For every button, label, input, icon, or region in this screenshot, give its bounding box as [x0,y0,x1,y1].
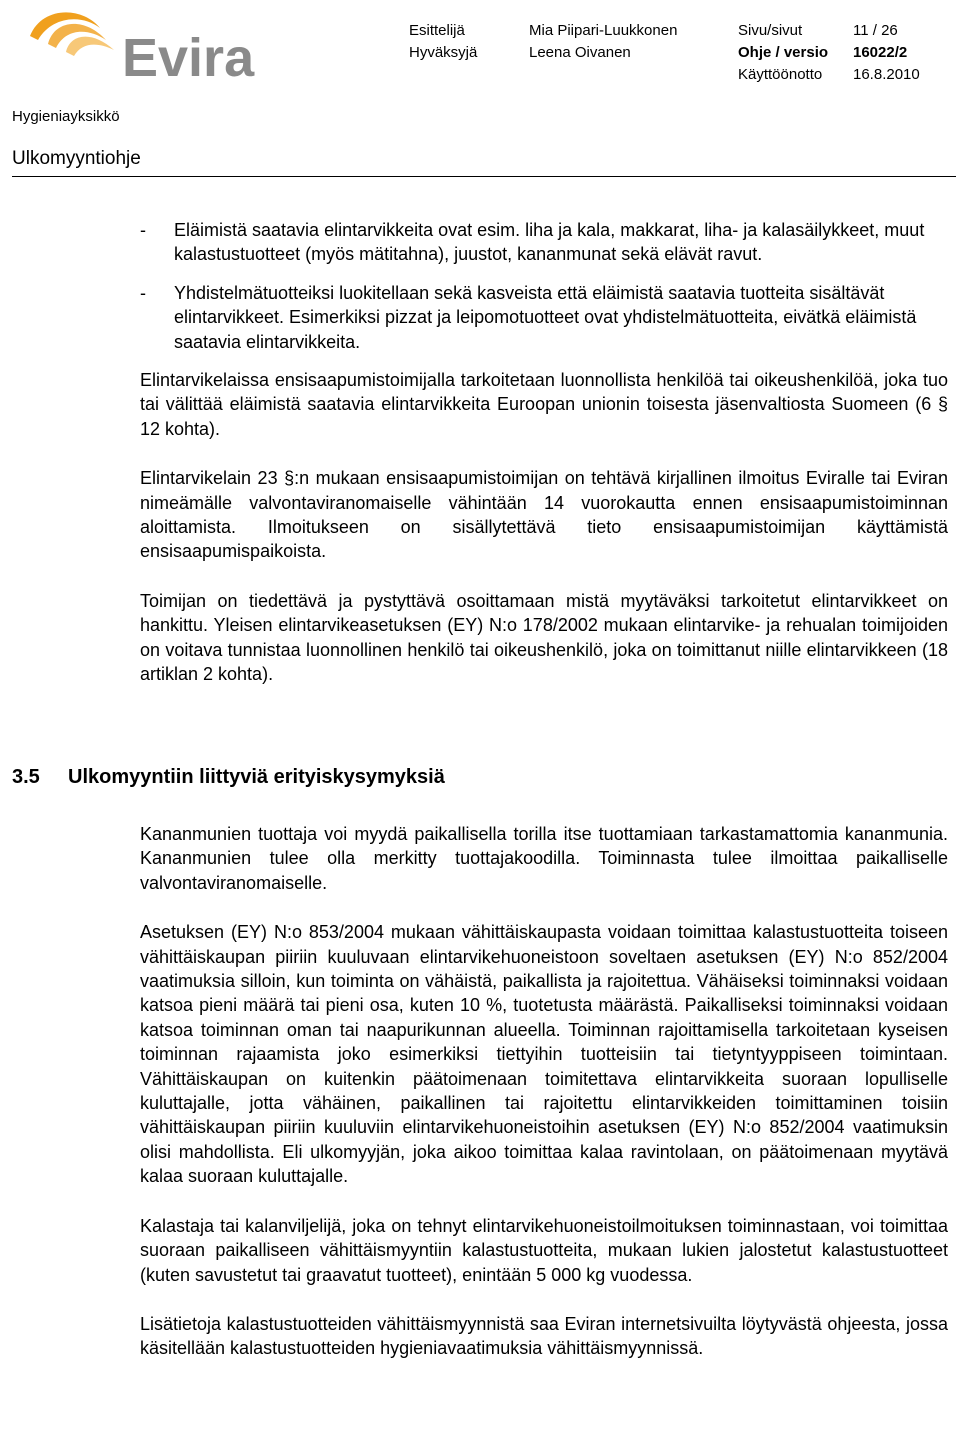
paragraph: Toimijan on tiedettävä ja pystyttävä osoittamaan mistä myytäväksi tarkoitetut elintarvikkeet on hankittu. Yleisen elintarvikeasetuksen (EY) N:o 178/2002 mukaan elintarvike- ja rehualan toimijoiden on voitava tunnistaa luonnollinen henkilö tai oikeushenkilö, joka on toimittanut niille elintarvikkeen (18 artiklan 2 kohta). [140,590,948,685]
section-heading [12,766,445,789]
paragraph: Elintarvikelaissa ensisaapumistoimijalla tarkoitetaan luonnollista henkilöä tai oikeushenkilöä, joka tuo tai välittää eläimistä saatavia elintarvikkeita Euroopan unionin toisesta jäsenvaltiosta Suomeen (6 § 12 kohta). [140,370,948,439]
adoption-date: 16.8.2010 [853,66,920,83]
paragraph: Asetuksen (EY) N:o 853/2004 mukaan vähittäiskaupasta voidaan toimittaa kalastustuotteita toiseen vähittäiskaupan piiriin kuuluvaan elintarvikehuoneistoon soveltaen asetuksen (EY) N:o 852/2004 vaatimuksia silloin, kun toiminta on vähäistä, paikallista ja rajoitettua. Vähäiseksi toiminnaksi voidaan katsoa pieni määrä tai pieni osa, kuten 10 %, tuotetusta määrästä. Paikalliseksi toiminnaksi voidaan katsoa toiminnan oman tai naapurikunnan alueella. Toiminnan rajoittamisella tarkoitetaan kyseisen toiminnan rajaamista joko esimerkiksi tiettyihin tuotteisiin tai tietyntyyppiseen toimintaan. Vähittäiskaupan on kuitenkin päätoimenaan toimitettava elintarvikkeita suoraan lopulliselle kuluttajalle, jotta vähäinen, paikallinen tai rajoitettu elintarvikkeiden toimittaminen toisiin vähittäiskaupan piiriin kuuluviin elintarvikehuoneistoihin asetuksen (EY) N:o 852/2004 vaatimuksin olisi mahdollista. Eli ulkomyyjän, joka aikoo toimittaa kalaa ravintolaan, on päätoimenaan myytävä kalaa suoraan kuluttajalle. [140,922,948,1187]
body-lower [140,822,948,1386]
body-upper [140,218,948,712]
guide-value: 16022/2 [853,44,908,61]
page-value: 11 / 26 [853,22,898,39]
bullet-item [140,281,948,354]
evira-logo [22,6,282,86]
bullet-text: Eläimistä saatavia elintarvikkeita ovat esim. liha ja kala, makkarat, liha- ja kalasäilykkeet, muut kalastustuotteet (myös mätitahna), juustot, kananmunat sekä elävät ravut. [174,220,925,265]
paragraph: Lisätietoja kalastustuotteiden vähittäismyynnistä saa Eviran internetsivuilta löytyvästä ohjeesta, jossa käsitellään kalastustuotteiden hygieniavaatimuksia vähittäismyynnissä. [140,1313,948,1359]
bullet-item [140,218,948,267]
bullet-text: Yhdistelmätuotteiksi luokitellaan sekä kasveista että eläimistä saatavia tuotteita sisältävät elintarvikkeet. Esimerkiksi pizzat ja leipomotuotteet ovat yhdistelmätuotteita, eivätkä eläimistä saatavia elintarvikkeita. [174,282,917,352]
adoption-label: Käyttöönotto [738,66,823,83]
dash-marker: - [140,220,146,240]
header-divider [12,176,956,177]
paragraph: Kananmunien tuottaja voi myydä paikallisella torilla itse tuottamiaan tarkastamattomia kananmunia. Kananmunien tulee olla merkitty tuottajakoodilla. Toiminnasta tulee ilmoittaa paikalliselle valvontaviranomaiselle. [140,824,948,893]
approver-label: Hyväksyjä [409,44,478,61]
presenter-label: Esittelijä [409,22,465,39]
logo-wordmark: Evira [122,28,255,86]
section-title: Ulkomyyntiin liittyviä erityiskysymyksiä [68,766,445,788]
bullet-list [140,218,948,354]
evira-logo-mark [22,6,282,86]
paragraph: Elintarvikelain 23 §:n mukaan ensisaapumistoimijan on tehtävä kirjallinen ilmoitus Eviralle tai Eviran nimeämälle valvontaviranomaiselle vähintään 14 vuorokautta ennen ensisaapumistoiminnan aloittamista. Ilmoitukseen on sisällytettävä tieto ensisaapumistoimijan käyttämistä ensisaapumispaikoista. [140,468,948,562]
presenter-name: Mia Piipari-Luukkonen [529,22,678,39]
paragraph: Kalastaja tai kalanviljelijä, joka on tehnyt elintarvikehuoneistoilmoituksen toiminnastaan, voi toimittaa suoraan paikalliseen vähittäismyyntiin kalastustuotteita, mukaan lukien jalostetut kalastustuotteet (kuten savustetut tai graavatut tuotteet), enintään 5 000 kg vuodessa. [140,1215,948,1285]
section-number: 3.5 [12,766,40,788]
dash-marker: - [140,282,146,303]
document-title: Ulkomyyntiohje [12,148,141,169]
unit-name: Hygieniayksikkö [12,108,120,125]
page-label: Sivu/sivut [738,22,803,39]
approver-name: Leena Oivanen [529,44,631,61]
guide-label: Ohje / versio [738,44,829,61]
